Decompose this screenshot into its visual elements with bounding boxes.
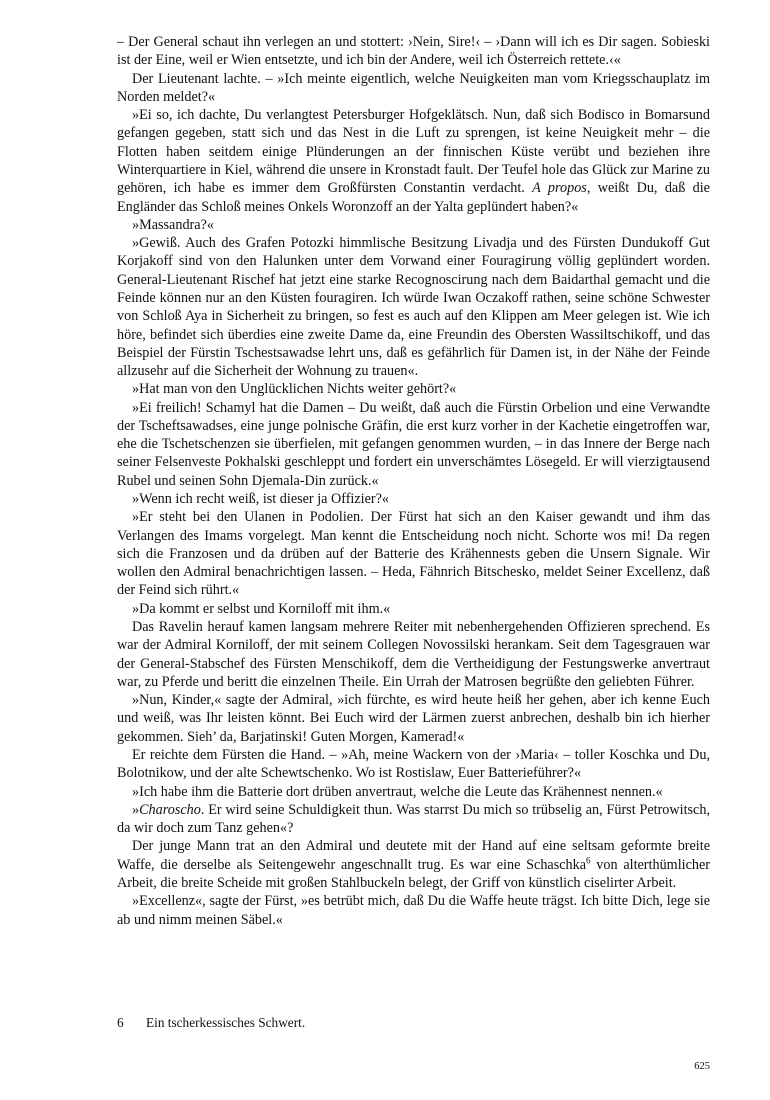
paragraph-text: »Da kommt er selbst und Korniloff mit ihm.«	[132, 600, 391, 617]
paragraph-text: »Massandra?«	[132, 216, 214, 233]
paragraph	[117, 783, 710, 801]
footnote	[117, 1014, 710, 1032]
paragraph	[117, 380, 710, 398]
footnote-text: Ein tscherkessisches Schwert.	[146, 1015, 306, 1030]
paragraph-text: »Ich habe ihm die Batterie dort drüben anvertraut, welche die Leute das Krähennest nennen.«	[132, 783, 663, 800]
italic-text: A propos	[532, 180, 587, 197]
paragraph-text: »Wenn ich recht weiß, ist dieser ja Offizier?«	[132, 491, 390, 508]
paragraph	[117, 33, 710, 70]
paragraph	[117, 490, 710, 508]
paragraph-text: »Nun, Kinder,« sagte der Admiral, »ich fürchte, es wird heute heiß her gehen, aber ich kenne Euch und weiß, was Ihr leisten könnt. Bei Euch wird der Lärmen zuerst anbrechen, deshalb bin ich hierher gekommen. Sieh’ da, Barjatinski! Guten Morgen, Kamerad!«	[117, 692, 710, 745]
paragraph	[117, 892, 710, 929]
paragraph-text: »Er steht bei den Ulanen in Podolien. Der Fürst hat sich an den Kaiser gewandt und ihm das Verlangen des Imams vorgelegt. Man kennt die Entscheidung noch nicht. Schorte wos mi! Da regen sich die Franzosen und da drüben auf der Batterie des Krähennests geben die Unsern Signale. Wir wollen den Admiral benachrichtigen lassen. – Heda, Fähnrich Bitschesko, meldet Seiner Excellenz, daß der Feind sich rührt.«	[117, 509, 710, 599]
paragraph	[117, 399, 710, 490]
paragraph-text: »Hat man von den Unglücklichen Nichts weiter gehört?«	[132, 381, 457, 398]
paragraph	[117, 216, 710, 234]
footnote-number: 6	[117, 1015, 124, 1030]
paragraph-text: »	[132, 801, 140, 818]
paragraph-text: Das Ravelin herauf kamen langsam mehrere Reiter mit nebenhergehenden Offizieren sprechend. Es war der Admiral Korniloff, der mit seinem Collegen Novossilski herankam. Seit dem Tagesgrauen war der General-Stabschef des Fürsten Menschikoff, dem die Vertheidigung der Festungswerke anvertraut war, zu Pferde und beritt die einzelnen Theile. Ein Urrah der Matrosen begrüßte den geliebten Führer.	[117, 619, 710, 690]
page-body	[117, 33, 710, 929]
paragraph-text: Der Lieutenant lachte. – »Ich meinte eigentlich, welche Neuigkeiten man vom Kriegsschauplatz im Norden meldet?«	[117, 70, 710, 105]
paragraph	[117, 618, 710, 691]
paragraph	[117, 600, 710, 618]
paragraph-text: von alterthümlicher Arbeit, die breite Scheide mit großen Stahlbuckeln belegt, der Griff von künstlich ciselirter Arbeit.	[117, 856, 710, 891]
paragraph	[117, 70, 710, 107]
paragraph-text: »Gewiß. Auch des Grafen Potozki himmlische Besitzung Livadja und des Fürsten Dundukoff Gut Korjakoff sind von den Halunken unter dem Vorwand einer Fouragirung völlig geplündert worden. General-Lieutenant Rischef hat jetzt eine starke Recognoscirung nach dem Baidarthal gemacht und die Feinde können nur an den Küsten fouragiren. Ich würde Iwan Oczakoff rathen, seine schöne Schwester von Schloß Aya in Sicherheit zu bringen, so fest es auch auf den Klippen am Meer gelegen ist. Wie ich höre, befindet sich überdies eine zweite Dame da, eine Freundin des Obersten Wassiltschikoff, und das Beispiel der Fürstin Tschestsawadse lehrt uns, daß es gefährlich für Damen ist, in der Nähe der Feinde allzusehr auf die Sicherheit der Wohnung zu trauen«.	[117, 235, 710, 380]
paragraph	[117, 508, 710, 599]
italic-text: Charoscho	[139, 801, 201, 818]
page-number: 625	[694, 1061, 710, 1072]
paragraph	[117, 106, 710, 216]
paragraph-text: . Er wird seine Schuldigkeit thun. Was starrst Du mich so trübselig an, Fürst Petrowitsch, da wir doch zum Tanz gehen«?	[117, 801, 710, 837]
paragraph-text: »Excellenz«, sagte der Fürst, »es betrübt mich, daß Du die Waffe heute trägst. Ich bitte Dich, lege sie ab und nimm meinen Säbel.«	[117, 893, 710, 928]
paragraph-text: , weißt Du, daß die Engländer das Schloß meines Onkels Woronzoff an der Yalta geplündert haben?«	[117, 180, 710, 215]
paragraph-text: – Der General schaut ihn verlegen an und stottert: ›Nein, Sire!‹ – ›Dann will ich es Dir sagen. Sobieski ist der Eine, weil er Wien entsetzte, und ich bin der Andere, weil ich Österreich rettete.‹«	[117, 34, 710, 69]
footnote-marker: 6	[586, 854, 591, 865]
paragraph	[117, 801, 710, 838]
paragraph-text: Er reichte dem Fürsten die Hand. – »Ah, meine Wackern von der ›Maria‹ – toller Koschka und Du, Bolotnikow, und der alte Schewtschenko. Wo ist Rostislaw, Euer Batterieführer?«	[117, 746, 710, 782]
paragraph-text: Der junge Mann trat an den Admiral und deutete mit der Hand auf eine seltsam geformte breite Waffe, die derselbe als Seitengewehr angeschnallt trug. Es war eine Schaschka	[117, 838, 710, 873]
paragraph	[117, 746, 710, 783]
paragraph-text: »Ei freilich! Schamyl hat die Damen – Du weißt, daß auch die Fürstin Orbelion und eine Verwandte der Tscheftsawadses, eine junge polnische Gräfin, die erst kurz vorher in der Kachetie eingetroffen war, ehe die Tschetschenzen sie überfielen, mit gefangen genommen wurden, – in das Innere der Berge nach seiner Felsenveste Pokhalski geschleppt und fordert ein unverschämtes Lösegeld. Er will vierzigtausend Rubel und seinen Sohn Djemala-Din zurück.«	[117, 399, 710, 489]
paragraph-text: »Ei so, ich dachte, Du verlangtest Petersburger Hofgeklätsch. Nun, daß sich Bodisco in Bomarsund gefangen gegeben, statt sich und das Nest in die Luft zu sprengen, ist keine Neuigkeit mehr – die Flotten haben seitdem einige Plünderungen an der finnischen Küste verübt und beziehen ihre Winterquartiere in Kiel, während die unsere in Kronstadt fault. Der Teufel hole das Glück zur Marine zu gehören, ich habe es immer dem Großfürsten Constantin verdacht.	[117, 107, 710, 197]
paragraph	[117, 837, 710, 892]
paragraph	[117, 234, 710, 380]
paragraph	[117, 691, 710, 746]
